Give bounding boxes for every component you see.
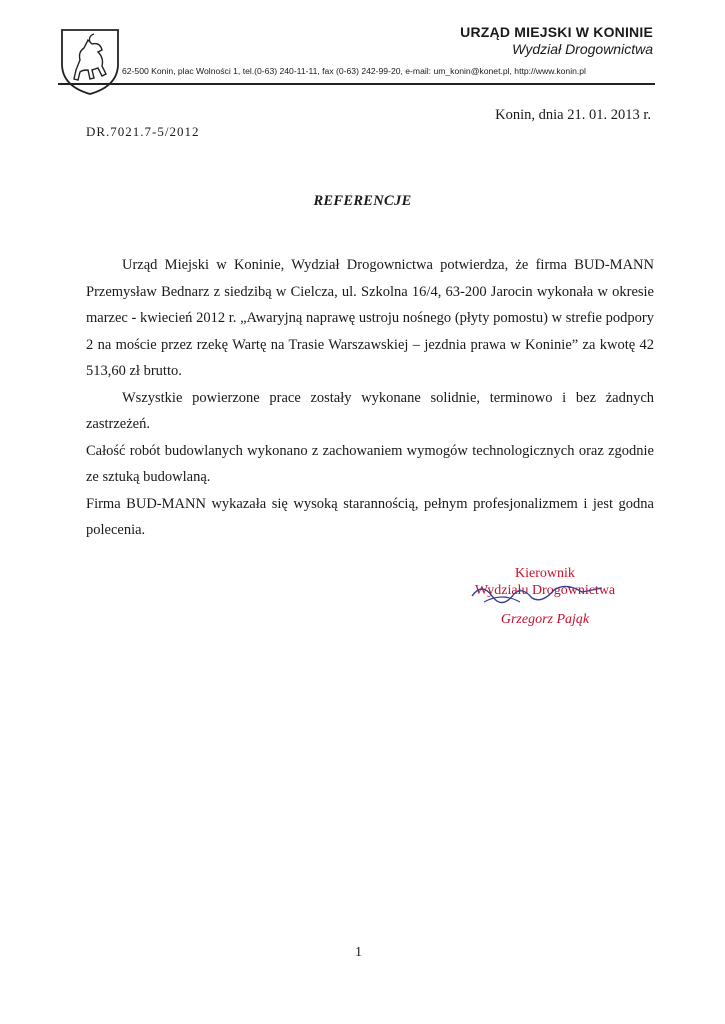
signatory-name: Grzegorz Pająk	[500, 612, 590, 627]
paragraph: Wszystkie powierzone prace zostały wykonane solidnie, terminowo i bez żadnych zastrzeżeń.	[86, 389, 654, 432]
white-horse-crest-icon	[58, 24, 122, 96]
signature-title: Kierownik	[515, 566, 575, 581]
document-title: REFERENCJE	[313, 193, 412, 209]
contact-line: 62-500 Konin, plac Wolności 1, tel.(0-63) 240-11-11, fax (0-63) 242-99-20, e-mail: um_konin@konet.pl, http://www.konin.pl	[122, 66, 586, 76]
department-name: Wydział Drogownictwa	[512, 41, 653, 57]
organization-name: URZĄD MIEJSKI W KONINIE	[460, 24, 653, 40]
letterhead	[460, 24, 653, 57]
handwritten-signature-icon	[462, 578, 612, 608]
reference-number: DR.7021.7-5/2012	[86, 124, 200, 139]
signature-department: Wydziału Drogownictwa	[474, 583, 616, 598]
page-number: 1	[355, 945, 362, 960]
document-date: Konin, dnia 21. 01. 2013 r.	[495, 107, 651, 123]
header-divider	[58, 83, 655, 85]
paragraph: Urząd Miejski w Koninie, Wydział Drogownictwa potwierdza, że firma BUD-MANN Przemysław Bednarz z siedzibą w Cielcza, ul. Szkolna 16/4, 63-200 Jarocin wykonała w okresie marzec - kwiecień 2012 r. „Awaryjną naprawę ustroju nośnego (płyty pomostu) w strefie podpory 2 na moście przez rzekę Wartę na Trasie Warszawskiej – jezdnia prawa w Koninie” za kwotę 42 513,60 zł brutto.	[86, 257, 654, 379]
paragraph: Całość robót budowlanych wykonano z zachowaniem wymogów technologicznych oraz zgodnie ze sztuką budowlaną.	[86, 442, 654, 485]
letter-body	[86, 252, 654, 544]
paragraph: Firma BUD-MANN wykazała się wysoką starannością, pełnym profesjonalizmem i jest godna polecenia.	[86, 495, 654, 538]
